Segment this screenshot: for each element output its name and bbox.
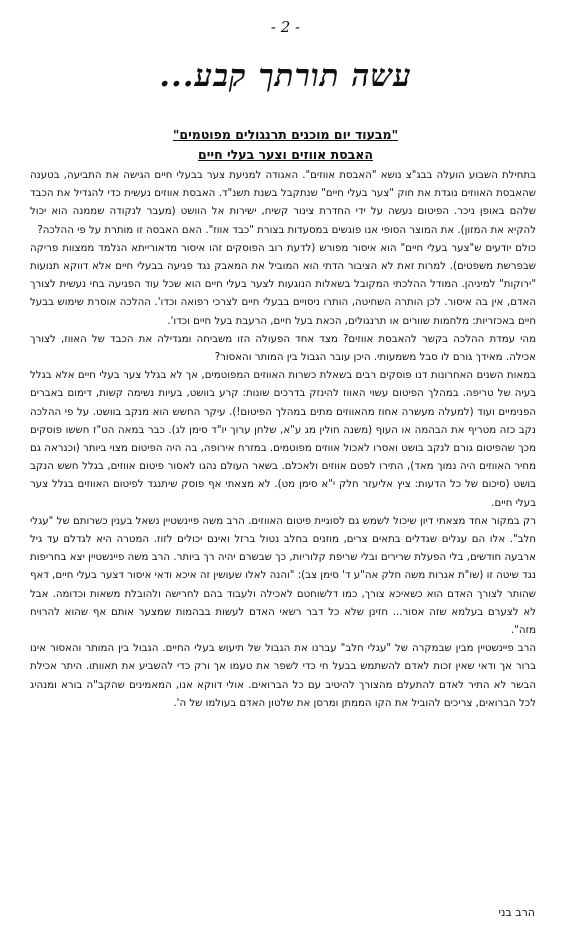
article-body (30, 167, 536, 713)
page-number: - 2 - (270, 18, 301, 36)
paragraph: הרב פיינשטיין מבין שבמקרה של "עגלי חלב" עברנו את הגבול של תיעוש בעלי החיים. הגבול בין המותר והאסור אינו ברור אך ודאי שאין זכות לאדם להשתמש בבעל חי כדי לשפר את טעמו אך ורק כדי להשביע את תאוותו. היתר אכילת הבשר לא התיר לאדם להתעלם מהצורך להיטיב עם כל הברואים. אולי דווקא אנו, המאמינים שהקב"ה בורא ומנהיג לכל הברואים, צריכים להוביל את הקו הממתן ומרסן את שלטון האדם בעולמו של ה'. (30, 643, 536, 709)
paragraph: כולם יודעים ש"צער בעלי חיים" הוא איסור מפורש (לדעת רוב הפוסקים זהו איסור מדאורייתא הנלמד ממצוות פריקה שבפרשת משפטים). למרות זאת לא הציבור הדתי הוא המוביל את המאבק נגד פגיעה בבעלי חיים אלא דווקא תנועות "ירוקות" למיניהן. המודל ההלכתי המקובל בשאלות הנוגעות לצער בעלי חיים הוא שכל עוד הפגיעה בחי נעשית לצורך האדם, אין בה איסור. לכן הותרה השחיטה, הותרו ניסויים בבעלי חיים לצרכי רפואה וכדו'. ההלכה אוסרת שימוש בבעל חיים באכזריות: מלחמות שוורים או תרנגולים, הכאת בעל חיים, הרעבת בעל חיים וכדו'. (30, 242, 536, 327)
paragraph: רק במקור אחד מצאתי דיון שיכול לשמש גם לסוגיית פיטום האווזים. הרב משה פיינשטיין נשאל בענין כשרותם של "עגלי חלב". אלו הם עגלים שגדלים בתאים צרים, מוזנים בחלב נטול ברזל ואינם יכולים לזוז. המטרה היא לגדלם עד גיל ארבעה חודשים, בלי הפעלת שרירים ובלי שריפת קלוריות, כך שבשרם יהיה רך ביותר. הרב משה פיינשטיין יצא בחריפות נגד שיטה זו (שו"ת אגרות משה חלק אה"ע ד' סימן צב): "והנה לאלו שעושין זה איכא ודאי איסור דצער בעלי חיים, דאף שהותר לצורך האדם הוא כשאיכא צורך, כמו דלשוחטם לאכילה ולעבוד בהם לחרישה ולהובלת משאות וכדומה. אבל לא לצערם בעלמא שזה אסור... חזינן שלא כל דבר רשאי האדם לעשות בבהמות שמצער אותם אף שהוא להרויח מזה". (30, 515, 536, 637)
paragraph: במאות השנים האחרונות דנו פוסקים רבים בשאלת כשרות האווזים המפוטמים, אך לא בגלל צער בעלי חיים אלא בגלל בעיה של טריפה. במהלך הפיטום עשוי האווז להינזק בדרכים שונות: קרע בוושט, בעיות נשימה קשות, דימום באברים הפנימיים ועוד (למעלה מעשרה אחוז מהאווזים מתים במהלך הפיטום!). עיקר החשש הוא מנקב בוושט. על פי ההלכה נקב כזה מטריף את הבהמה או העוף (משנה חולין מג ע"א, שלחן ערוך יו"ד סימן לג). כבר במאה הט"ז חששו פוסקים מכך שהפיטום גורם לנקב בושט ואסרו לאכול אווזים מפוטמים. במזרח אירופה, בה היה הפיטום מצוי ביותר (וכנראה גם מחיר האווזים היה נמוך מאד), התירו לפטם אווזים ולאכלם. בשאר העולם נהגו לאסור פיטום אווזים, בגלל חשש הנקב בושט (סיכום של כל הדעות: ציץ אליעזר חלק י"א סימן מט). לא מצאתי אף פוסק שיתנגד לפיטום האווזים בגלל צער בעלי חיים. (30, 370, 536, 509)
author-signature: הרב בני (498, 906, 535, 919)
paragraph: בתחילת השבוע הועלה בבג"צ נושא "האבסת אווזים". האגודה למניעת צער בבעלי חיים הגישה את התביעה, בטענה שהאבסת האווזים נוגדת את חוק "צער בעלי חיים" שנתקבל בשנת תשנ"ד. האבסת אווזים נעשית כדי להגדיל את הכבד שלהם באופן ניכר. הפיטום נעשה על ידי החדרת צינור קשיח, ישירות אל הוושט (מעבר לנקודה שממנה הוא יכול להקיא את המזון). את המוצר הסופי אנו פוגשים במסעדות בצורת "כבד אווז". האם האבסה זו מותרת על פי ההלכה? (30, 170, 536, 236)
page-title: עשה תורתך קבע... (159, 58, 412, 94)
article-subtitle-quote: "מבעוד יום מוכנים תרנגולים מפוטמים" (172, 127, 399, 142)
paragraph: מהי עמדת ההלכה בקשר להאבסת אווזים? מצד אחד הפעולה הזו משביחה ומגדילה את הכבד של האווז, לצורך אכילה. מאידך גורם לו סבל משמעותי. היכן עובר הגבול בין המותר והאסור? (30, 333, 536, 364)
article-subtitle: האבסת אווזים וצער בעלי חיים (198, 147, 373, 162)
